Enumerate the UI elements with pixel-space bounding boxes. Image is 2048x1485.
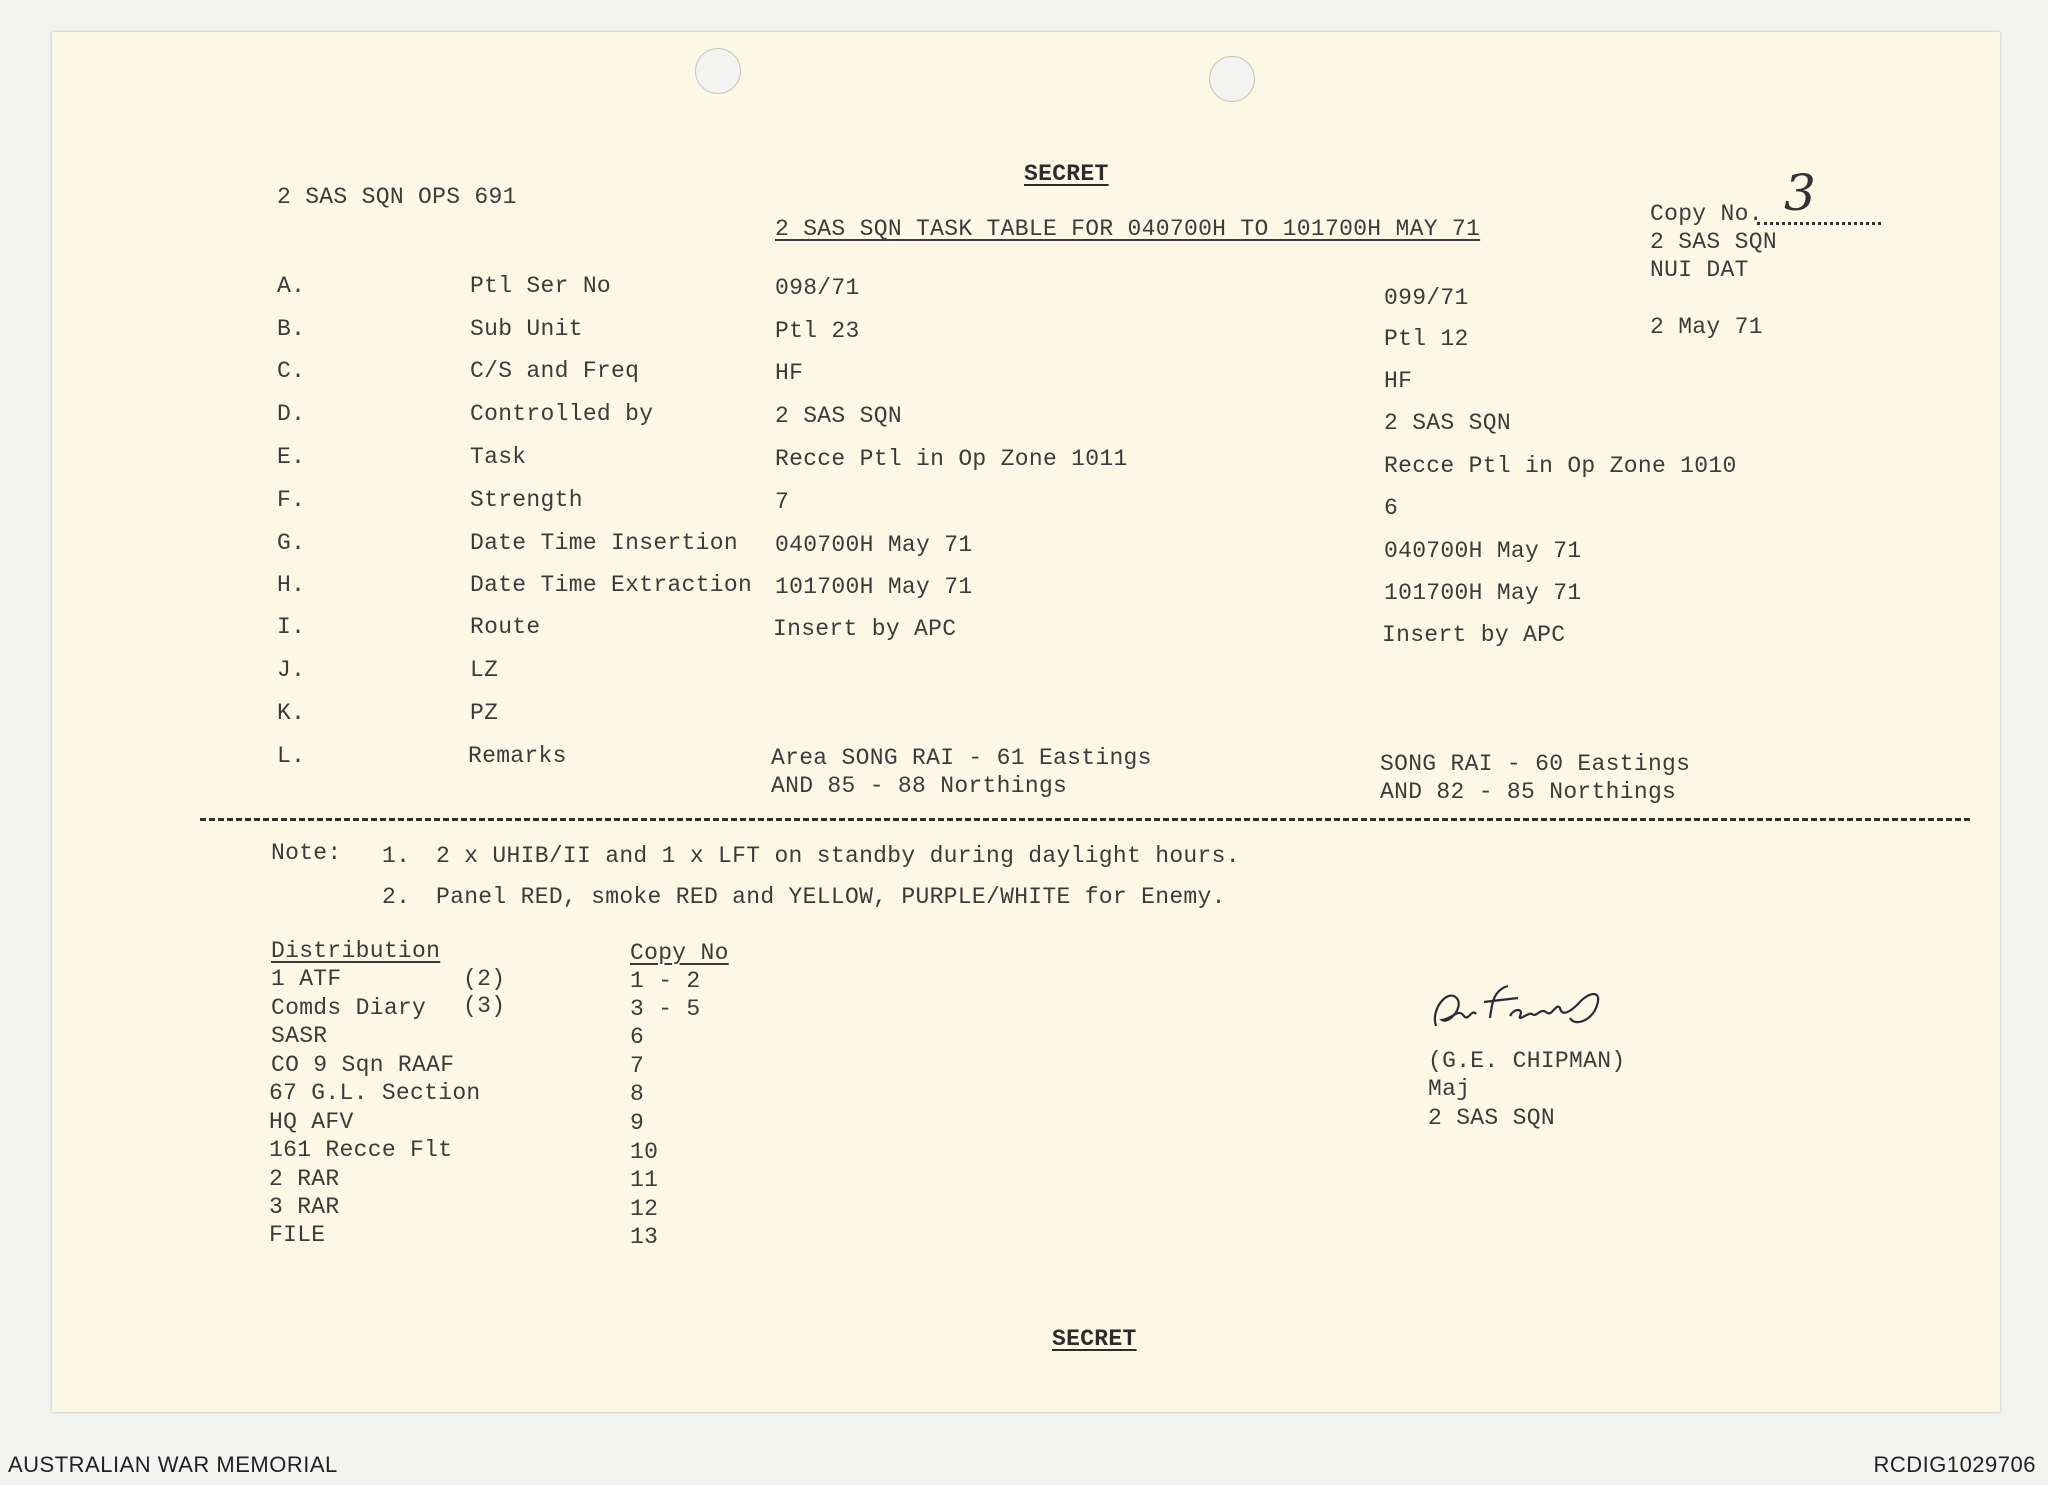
distribution-copies: 1 - 2 [630,968,701,994]
distribution-name: SASR [271,1023,328,1049]
distribution-copies: 3 - 5 [630,996,701,1022]
patrol-a-value: 040700H May 71 [775,532,973,558]
row-field: Route [470,614,541,640]
patrol-b-value: 6 [1384,495,1399,521]
archive-source: AUSTRALIAN WAR MEMORIAL [8,1452,338,1477]
row-letter: B. [277,316,306,342]
patrol-b-value: 099/71 [1384,285,1469,311]
patrol-b-value: Insert by APC [1382,622,1566,648]
row-field: C/S and Freq [470,358,640,384]
copy-label: Copy No. [1650,201,1763,227]
row-field: Remarks [468,743,567,769]
patrol-a-value: 101700H May 71 [775,574,973,600]
row-letter: J. [277,657,306,683]
row-letter: H. [277,572,306,598]
issuer-location: NUI DAT [1650,257,1749,283]
distribution-name: Comds Diary [271,995,427,1021]
document-reference: 2 SAS SQN OPS 691 [277,184,517,210]
distribution-copies: 8 [630,1081,645,1107]
patrol-a-value: 098/71 [775,275,860,301]
distribution-count: (2) [463,966,506,992]
classification-top: SECRET [1024,161,1109,187]
distribution-name: CO 9 Sqn RAAF [271,1052,455,1078]
row-letter: K. [277,700,306,726]
punch-hole [1209,56,1255,102]
copy-dotted-line [1757,222,1881,225]
patrol-b-value: HF [1384,368,1413,394]
note-number: 2. [382,884,411,910]
signatory-rank: Maj [1428,1076,1471,1102]
copy-number: 3 [1784,164,1817,222]
patrol-b-value: 040700H May 71 [1384,538,1582,564]
patrol-a-value: 2 SAS SQN [775,403,902,429]
distribution-copies: 9 [630,1110,645,1136]
distribution-header: Distribution [271,938,441,964]
distribution-count: (3) [463,993,506,1019]
row-letter: A. [277,273,306,299]
copy-no-header: Copy No [630,940,729,966]
distribution-copies: 12 [630,1196,659,1222]
archive-id: RCDIG1029706 [1873,1452,2036,1477]
punch-hole [695,48,741,94]
note-text: Panel RED, smoke RED and YELLOW, PURPLE/WHITE for Enemy. [436,884,1226,910]
patrol-b-value: 2 SAS SQN [1384,410,1511,436]
row-letter: D. [277,401,306,427]
distribution-name: 2 RAR [269,1166,340,1192]
row-letter: E. [277,444,306,470]
distribution-copies: 13 [630,1224,659,1250]
row-letter: I. [277,614,306,640]
distribution-copies: 7 [630,1053,645,1079]
distribution-name: HQ AFV [269,1109,354,1135]
patrol-a-value: HF [775,360,804,386]
note-text: 2 x UHIB/II and 1 x LFT on standby during daylight hours. [436,843,1240,869]
row-field: Strength [470,487,583,513]
distribution-name: 161 Recce Flt [269,1137,453,1163]
patrol-a-remarks-line1: Area SONG RAI - 61 Eastings [771,745,1152,771]
document-title: 2 SAS SQN TASK TABLE FOR 040700H TO 101700H MAY 71 [775,216,1481,242]
distribution-name: 3 RAR [269,1194,340,1220]
patrol-a-value: Recce Ptl in Op Zone 1011 [775,446,1128,472]
row-letter: L. [277,743,306,769]
patrol-b-remarks-line1: SONG RAI - 60 Eastings [1380,751,1691,777]
patrol-b-value: Ptl 12 [1384,326,1469,352]
row-field: Ptl Ser No [470,273,612,299]
classification-bottom: SECRET [1052,1326,1137,1352]
patrol-a-value: Insert by APC [773,616,957,642]
distribution-name: FILE [269,1222,326,1248]
patrol-a-value: Ptl 23 [775,318,860,344]
distribution-copies: 6 [630,1024,645,1050]
row-field: Date Time Extraction [470,572,753,598]
row-field: Task [470,444,527,470]
distribution-copies: 10 [630,1139,659,1165]
notes-label: Note: [271,840,342,866]
patrol-b-value: Recce Ptl in Op Zone 1010 [1384,453,1737,479]
row-field: Sub Unit [470,316,583,342]
distribution-copies: 11 [630,1167,659,1193]
note-number: 1. [382,843,411,869]
document-date: 2 May 71 [1650,314,1763,340]
distribution-name: 67 G.L. Section [269,1080,481,1106]
patrol-b-remarks-line2: AND 82 - 85 Northings [1380,779,1677,805]
signatory-name: (G.E. CHIPMAN) [1428,1048,1626,1074]
row-letter: G. [277,530,306,556]
row-letter: F. [277,487,306,513]
issuer-unit: 2 SAS SQN [1650,229,1777,255]
row-field: Date Time Insertion [470,530,738,556]
patrol-a-value: 7 [775,489,790,515]
row-field: LZ [470,657,499,683]
row-field: PZ [470,700,499,726]
distribution-name: 1 ATF [271,966,342,992]
signatory-unit: 2 SAS SQN [1428,1105,1555,1131]
row-letter: C. [277,358,306,384]
patrol-a-remarks-line2: AND 85 - 88 Northings [771,773,1068,799]
handwritten-signature [1428,978,1638,1038]
row-field: Controlled by [470,401,654,427]
patrol-b-value: 101700H May 71 [1384,580,1582,606]
separator-line [200,818,1970,821]
